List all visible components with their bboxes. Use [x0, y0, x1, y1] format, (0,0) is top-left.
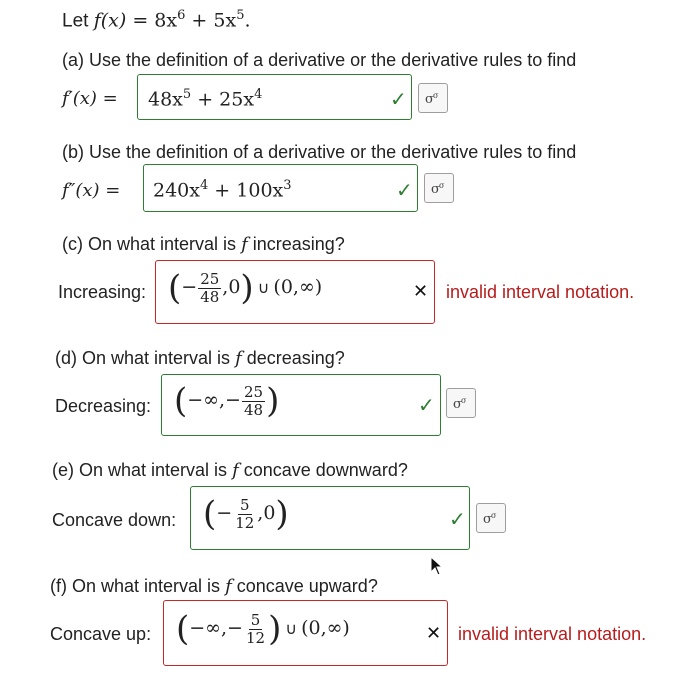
answer-d-open: (	[174, 381, 188, 421]
intro-exp2: 5	[236, 8, 245, 23]
question-f	[50, 576, 378, 597]
answer-a-e1: 5	[182, 87, 192, 102]
fraction	[198, 269, 221, 306]
question-f-prefix: (f) On what interval is	[50, 576, 226, 596]
question-d	[55, 348, 345, 369]
question-c-suffix: increasing?	[247, 234, 345, 254]
svg-text:σ: σ	[433, 91, 439, 100]
question-c-fn: f	[241, 234, 248, 255]
question-d-suffix: decreasing?	[241, 348, 345, 368]
fraction	[242, 382, 265, 419]
sigma-keypad-icon[interactable]	[418, 83, 448, 113]
error-message-c: invalid interval notation.	[446, 282, 635, 302]
question-b: (b) Use the definition of a derivative or the derivative rules to find	[62, 142, 577, 162]
svg-text:σ: σ	[483, 512, 492, 526]
fraction-num: 5	[239, 495, 250, 514]
answer-f	[176, 609, 350, 649]
intro-fn: f(x)	[93, 9, 127, 32]
fraction-den: 12	[235, 513, 255, 532]
question-d-fn: f	[235, 348, 242, 369]
label-d: Decreasing:	[55, 396, 152, 416]
answer-c-open: (	[168, 268, 182, 308]
svg-text:σ: σ	[425, 92, 434, 106]
answer-b-c1: 240x	[153, 179, 200, 202]
mouse-cursor-icon	[430, 556, 444, 576]
answer-c-rest: ,0	[222, 276, 241, 298]
answer-a	[148, 87, 262, 110]
answer-e-rest: ,0	[257, 502, 276, 524]
label-a: f′(x) =	[62, 88, 118, 109]
svg-text:σ: σ	[461, 396, 467, 405]
answer-b-e1: 4	[199, 178, 209, 193]
answer-e	[203, 494, 289, 534]
question-f-fn: f	[225, 576, 232, 597]
answer-box-d[interactable]	[161, 374, 441, 436]
question-c-prefix: (c) On what interval is	[62, 234, 242, 254]
answer-d-close: )	[266, 381, 280, 421]
answer-e-neg: −	[216, 502, 233, 524]
answer-e-close: )	[275, 494, 289, 534]
label-e: Concave down:	[52, 510, 177, 530]
question-e-fn: f	[232, 460, 239, 481]
intro-prefix: Let	[62, 10, 94, 32]
check-icon: ✓	[449, 509, 466, 531]
answer-box-e[interactable]	[190, 486, 470, 550]
check-icon: ✓	[390, 89, 407, 111]
fraction-num: 25	[200, 269, 220, 288]
error-message-f: invalid interval notation.	[458, 624, 647, 644]
answer-b-e2: 3	[283, 178, 292, 193]
answer-a-e2: 4	[254, 87, 263, 102]
sigma-keypad-icon[interactable]	[446, 388, 476, 418]
sigma-keypad-icon[interactable]	[476, 503, 506, 533]
answer-f-close: )	[268, 609, 282, 649]
fraction	[233, 495, 256, 532]
svg-text:σ: σ	[453, 397, 462, 411]
question-a: (a) Use the definition of a derivative or the derivative rules to find	[62, 50, 577, 70]
answer-a-mid: + 25x	[191, 88, 255, 111]
answer-d-head: −∞,−	[187, 389, 241, 411]
answer-f-head: −∞,−	[189, 617, 243, 639]
answer-box-b[interactable]	[143, 164, 418, 212]
answer-c-neg: −	[181, 276, 198, 298]
question-c	[62, 234, 345, 255]
fraction-num: 5	[250, 610, 261, 629]
question-e-prefix: (e) On what interval is	[52, 460, 233, 480]
svg-text:σ: σ	[439, 181, 445, 190]
function-definition	[62, 8, 251, 32]
answer-box-c[interactable]	[155, 260, 435, 324]
label-c: Increasing:	[58, 282, 147, 302]
question-e	[52, 460, 408, 481]
intro-eq: = 8x	[126, 9, 178, 32]
label-b: f″(x) =	[62, 180, 121, 201]
answer-f-tail: (0,∞)	[301, 617, 350, 639]
answer-f-open: (	[176, 609, 190, 649]
label-f: Concave up:	[50, 624, 152, 644]
fraction-num: 25	[243, 382, 264, 401]
intro-end: .	[244, 9, 251, 32]
intro-plus: + 5x	[185, 9, 237, 32]
answer-c-close: )	[240, 268, 254, 308]
fraction-den: 12	[245, 628, 266, 647]
answer-a-c1: 48x	[148, 88, 183, 111]
sigma-keypad-icon[interactable]	[424, 173, 454, 203]
answer-box-f[interactable]	[163, 600, 448, 666]
cross-icon: ✕	[426, 623, 442, 643]
fraction-den: 48	[243, 400, 264, 419]
fraction-den: 48	[200, 287, 220, 306]
question-d-prefix: (d) On what interval is	[55, 348, 236, 368]
answer-c-union: ∪	[257, 278, 270, 297]
cross-icon: ✕	[413, 281, 429, 301]
question-e-suffix: concave downward?	[238, 460, 408, 480]
check-icon: ✓	[418, 395, 435, 417]
check-icon: ✓	[396, 180, 413, 202]
answer-e-open: (	[203, 494, 217, 534]
svg-text:σ: σ	[491, 511, 497, 520]
answer-box-a[interactable]	[137, 74, 412, 120]
question-f-suffix: concave upward?	[231, 576, 378, 596]
answer-d	[174, 381, 280, 421]
answer-b-mid: + 100x	[208, 179, 284, 202]
intro-exp1: 6	[177, 8, 186, 23]
answer-f-union: ∪	[285, 619, 298, 638]
answer-c-tail: (0,∞)	[273, 276, 323, 298]
answer-b	[153, 178, 292, 201]
svg-text:σ: σ	[431, 182, 440, 196]
answer-c	[168, 268, 323, 308]
fraction	[244, 610, 267, 647]
